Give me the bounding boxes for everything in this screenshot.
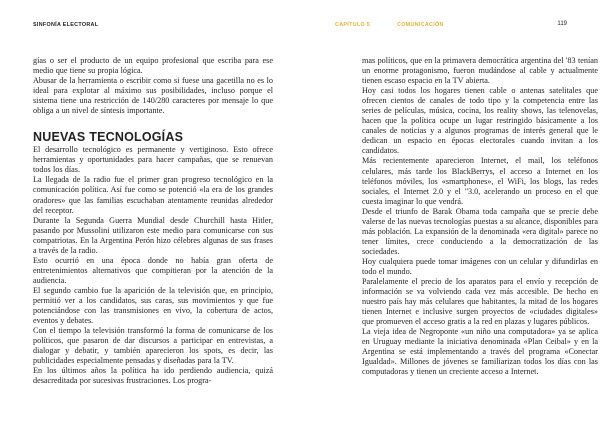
running-head-book-title: SINFONÍA ELECTORAL — [33, 22, 99, 28]
paragraph: mas políticos, que en la primavera democrática argentina del '83 tenían un enorme protagonismo, fueron mudándose al cable y actualmente tienen escaso espacio en la TV abierta. — [362, 56, 598, 86]
paragraph: El desarrollo tecnológico es permanente y vertiginoso. Esto ofrece herramientas y oportunidades para hacer campañas, que se renuevan todos los días. — [33, 145, 273, 175]
paragraph: Hoy cualquiera puede tomar imágenes con un celular y difundirlas en todo el mundo. — [362, 256, 598, 276]
paragraph: Más recientemente aparecieron Internet, el mail, los teléfonos celulares, más tarde los BlackBerrys, el acceso a Internet en los teléfonos móviles, los «smartphones», el WiFi, los blogs, las redes sociales, el Internet 2.0 y el "3.0, acelerando un proceso en el que cuesta imaginar lo que vendrá. — [362, 156, 598, 206]
right-page-body — [362, 56, 598, 378]
paragraph: Durante la Segunda Guerra Mundial desde Churchill hasta Hitler, pasando por Mussolini utilizaron este medio para comunicarse con sus compatriotas. En la Argentina Perón hizo célebres algunas de sus frases a través de la radio. — [33, 215, 273, 255]
left-page-body — [33, 56, 273, 386]
paragraph: gías o ser el producto de un equipo profesional que escriba para ese medio que tiene su propia lógica. — [33, 56, 273, 76]
paragraph: Paralelamente el precio de los aparatos para el envío y recepción de información se va volviendo cada vez más accesible. De hecho en nuestro país hay más celulares que habitantes, la mitad de los hogares tienen Internet e inclusive surgen proyectos de «ciudades digitales» que promueven el acceso gratis a la red en plazas y lugares públicos. — [362, 277, 598, 327]
paragraph: La vieja idea de Negroponte «un niño una computadora» ya se aplica en Uruguay mediante la iniciativa denominada «Plan Ceibal» y en la Argentina se está implementando a través del programa «Conectar Igualdad». Millones de jóvenes se familiarizan todos los días con las computadoras y tienen un creciente acceso a Internet. — [362, 327, 598, 377]
paragraph: Esto ocurrió en una época donde no había gran oferta de entretenimientos alternativos que compitieran por la atención de la audiencia. — [33, 255, 273, 285]
section-heading: NUEVAS TECNOLOGÍAS — [33, 130, 184, 145]
paragraph: Hoy casi todos los hogares tienen cable o antenas satelitales que ofrecen cientos de canales de todo tipo y la competencia entre las series de películas, música, cocina, los reality shows, las telenovelas, hacen que la política ocupe un lugar restringido básicamente a los canales de noticias y a algunos programas de interés general que le dedican un espacio en épocas electorales cuando invitan a los candidatos. — [362, 86, 598, 156]
paragraph: Con el tiempo la televisión transformó la forma de comunicarse de los políticos, que pasaron de dar discursos a participar en entrevistas, a dialogar y debatir, y también aparecieron los spots, es decir, las publicidades especialmente pensadas y diseñadas para la TV. — [33, 326, 273, 366]
right-page — [300, 0, 600, 425]
paragraph: Abusar de la herramienta o escribir como si fuese una gacetilla no es lo ideal para explotar al máximo sus posibilidades, incluso porque el sistema tiene una restricción de 140/280 caracteres por mensaje lo que obliga a un nivel de síntesis importante. — [33, 76, 273, 116]
paragraph: El segundo cambio fue la aparición de la televisión que, en principio, permitió ver a los candidatos, sus caras, sus movimientos y que fue potenciándose con las transmisiones en vivo, la cobertura de actos, eventos y debates. — [33, 285, 273, 326]
page-number: 119 — [557, 21, 567, 27]
spacer — [33, 116, 273, 130]
paragraph: En los últimos años la política ha ido perdiendo audiencia, quizá desacreditada por sucesivas frustraciones. Los progra- — [33, 366, 273, 386]
running-head-section: COMUNICACIÓN — [397, 22, 444, 28]
paragraph: Desde el triunfo de Barak Obama toda campaña que se precie debe valerse de las nuevas tecnologías puestas a su alcance, disponibles para más población. La expansión de la denominada «era digital» parece no tener límites, crece conduciendo a la democratización de las sociedades. — [362, 206, 598, 256]
paragraph: La llegada de la radio fue el primer gran progreso tecnológico en la comunicación política. Así fue como se potenció «la era de los grandes oradores» que las familias escuchaban atentamente reunidas alrededor del receptor. — [33, 175, 273, 215]
running-head-chapter: CAPÍTULO 5 — [335, 22, 371, 28]
